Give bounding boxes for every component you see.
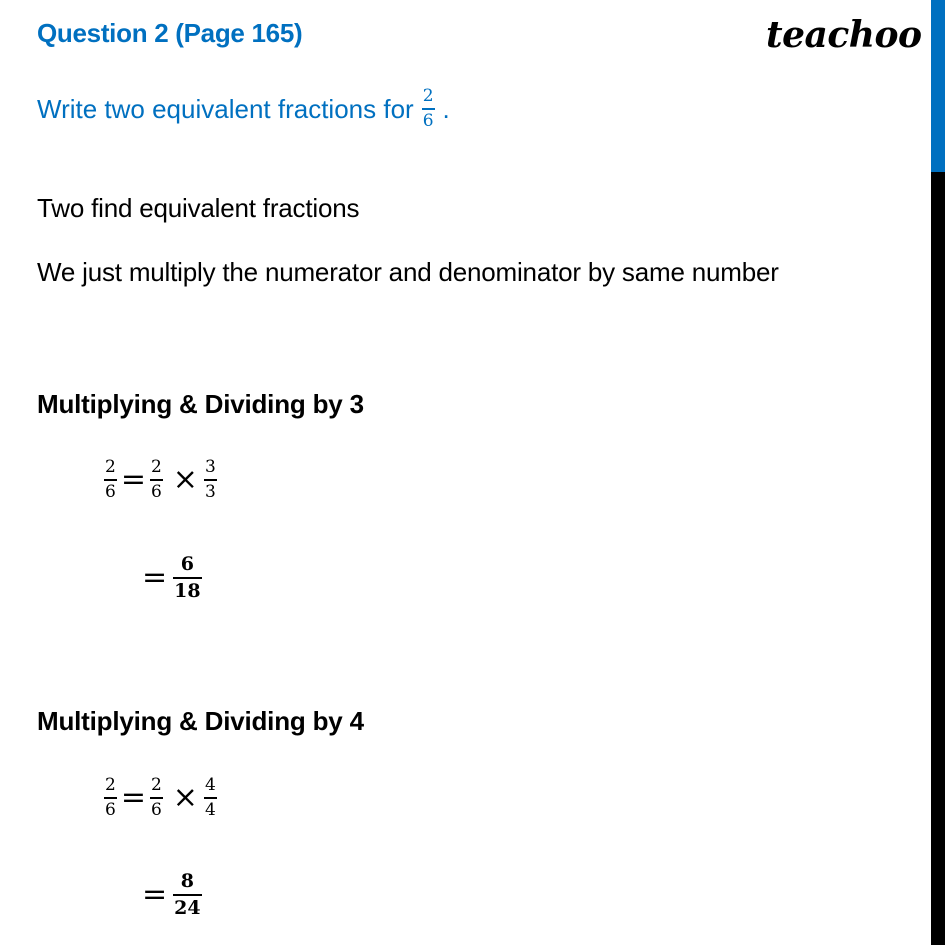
explanation-line-2: We just multiply the numerator and denominator by same number: [37, 257, 779, 287]
question-prompt: Write two equivalent fractions for: [37, 93, 414, 124]
result-by-4: [142, 872, 202, 918]
fraction: $\frac{2}{6}$: [105, 457, 116, 502]
equation-by-4: [104, 777, 217, 819]
fraction: $\frac{3}{3}$: [204, 457, 216, 502]
section-heading-by-3: Multiplying & Dividing by 3: [37, 389, 364, 419]
equation-by-3: [104, 459, 217, 501]
question-fraction: $\frac{2}{6}$: [422, 86, 434, 131]
result-by-3: [142, 555, 202, 601]
sidebar-dark-bar: [931, 172, 945, 945]
times-sign: ×: [172, 780, 198, 815]
explanation-line-1: Two find equivalent fractions: [37, 193, 360, 223]
equals-sign: =: [142, 877, 168, 912]
question-period: .: [442, 93, 450, 124]
question-text: [37, 88, 450, 130]
teachoo-logo: teachoo: [766, 14, 922, 56]
result-fraction: $\frac{8}{24}$: [174, 870, 201, 919]
fraction: $\frac{2}{6}$: [150, 775, 162, 820]
times-sign: ×: [172, 462, 198, 497]
equals-sign: =: [142, 560, 168, 595]
section-heading-by-4: Multiplying & Dividing by 4: [37, 706, 364, 736]
equals-sign: =: [120, 780, 146, 815]
result-fraction: $\frac{6}{18}$: [174, 553, 201, 602]
fraction: $\frac{2}{6}$: [150, 457, 162, 502]
equals-sign: =: [120, 462, 146, 497]
question-title: Question 2 (Page 165): [37, 18, 303, 48]
fraction: $\frac{2}{6}$: [105, 775, 116, 820]
sidebar-accent-bar: [931, 0, 945, 172]
fraction: $\frac{4}{4}$: [204, 775, 216, 820]
